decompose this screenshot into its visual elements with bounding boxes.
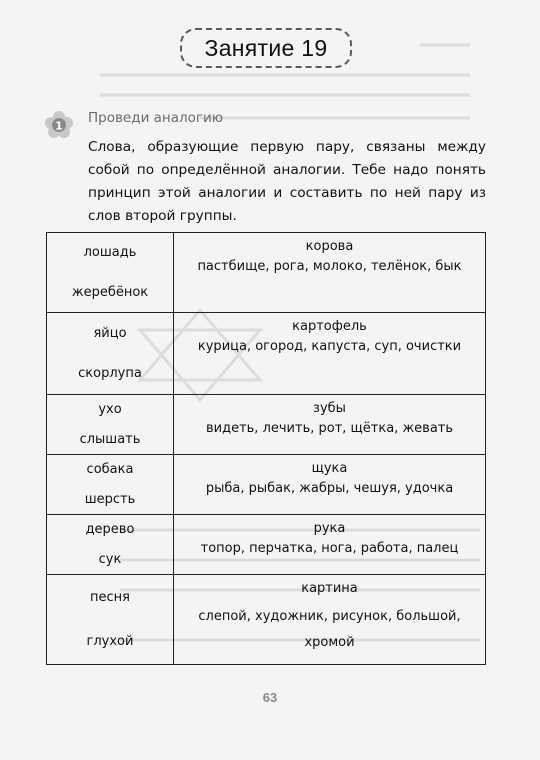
pair-word: лошадь (83, 245, 137, 261)
table-row (47, 395, 486, 455)
pair-word: глухой (86, 634, 134, 650)
pair-cell (47, 233, 174, 313)
pair-cell (47, 395, 174, 455)
lesson-title-box (180, 28, 352, 68)
pair-word: яйцо (93, 325, 127, 341)
pair-word: песня (90, 589, 130, 605)
svg-text:1: 1 (55, 119, 63, 133)
option-words: пастбище, рога, молоко, телёнок, бык (197, 259, 462, 274)
table-row (47, 575, 486, 665)
target-word: щука (311, 461, 348, 476)
table-row (47, 233, 486, 313)
pair-word: дерево (85, 522, 135, 538)
task-instructions: Слова, образующие первую пару, связаны между собой по определённой аналогии. Тебе надо понять принцип этой аналогии и составить по ней пару из слов второй группы. (88, 139, 486, 224)
pair-word: скорлупа (78, 366, 142, 382)
page-number: 63 (262, 690, 278, 705)
pair-cell (47, 575, 174, 665)
option-words: слепой, художник, рисунок, большой, хромой (198, 609, 461, 650)
table-row (47, 455, 486, 515)
pair-word: жеребёнок (71, 284, 149, 300)
option-words: курица, огород, капуста, суп, очистки (197, 339, 462, 354)
options-cell (174, 395, 486, 455)
pair-cell (47, 515, 174, 575)
target-word: корова (305, 239, 354, 254)
option-words: рыба, рыбак, жабры, чешуя, удочка (205, 481, 454, 496)
option-words: топор, перчатка, нога, работа, палец (200, 541, 459, 556)
pair-word: сук (98, 551, 122, 567)
pair-word: слышать (79, 431, 141, 447)
flower-number-icon (44, 110, 74, 140)
target-word: зубы (313, 401, 346, 416)
pair-word: шерсть (84, 491, 136, 507)
pair-word: собака (86, 462, 134, 478)
options-cell (174, 575, 486, 665)
option-words: видеть, лечить, рот, щётка, жевать (205, 421, 454, 436)
task-title: Проведи аналогию (88, 110, 224, 126)
pair-cell (47, 455, 174, 515)
target-word: картофель (292, 319, 367, 334)
target-word: картина (301, 581, 358, 596)
options-cell (174, 515, 486, 575)
options-cell (174, 313, 486, 395)
target-word: рука (313, 521, 346, 536)
lesson-title: Занятие 19 (204, 34, 328, 61)
options-cell (174, 233, 486, 313)
table-row (47, 515, 486, 575)
pair-cell (47, 313, 174, 395)
analogy-table (46, 232, 486, 665)
pair-word: ухо (98, 402, 122, 418)
table-row (47, 313, 486, 395)
options-cell (174, 455, 486, 515)
